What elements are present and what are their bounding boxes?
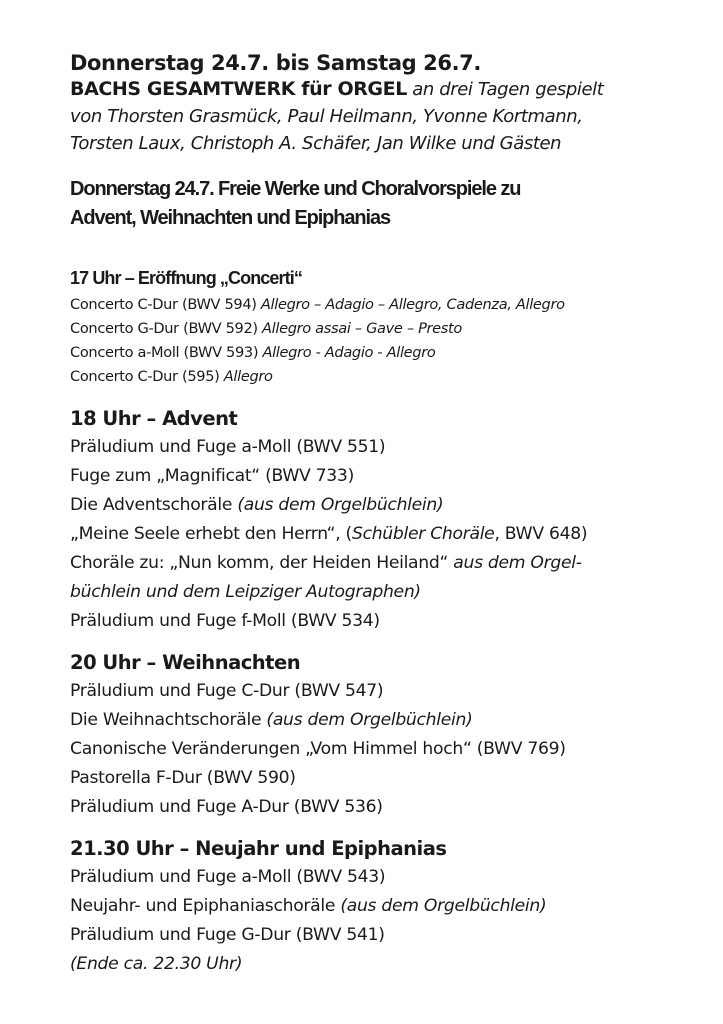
program-item: Präludium und Fuge a-Moll (BWV 551) xyxy=(70,437,386,457)
program-item xyxy=(70,491,720,520)
end-time-note: (Ende ca. 22.30 Uhr) xyxy=(70,954,243,974)
work-catalog: , BWV 648) xyxy=(494,524,588,544)
section-heading: 18 Uhr – Advent xyxy=(70,407,238,430)
program-item xyxy=(70,520,720,549)
section-heading: 21.30 Uhr – Neujahr und Epiphanias xyxy=(70,837,447,860)
day-subtitle-line-2: Advent, Weihnachten und Epiphanias xyxy=(70,207,391,229)
work-title: Concerto G-Dur (BWV 592) xyxy=(70,320,263,337)
program-item xyxy=(70,341,720,365)
work-source: (aus dem Orgelbüchlein) xyxy=(266,710,473,730)
work-title: Concerto C-Dur (595) xyxy=(70,368,224,385)
program-item xyxy=(70,365,720,389)
work-source: (aus dem Orgelbüchlein) xyxy=(340,896,547,916)
day-subtitle xyxy=(70,175,690,233)
program-item xyxy=(70,706,720,735)
work-movements: Allegro – Adagio – Allegro, Cadenza, Allegro xyxy=(260,296,565,313)
festival-title-suffix: an drei Tagen gespielt xyxy=(406,79,604,100)
work-title: Choräle zu: „Nun komm, der Heiden Heiland“ xyxy=(70,553,454,573)
program-item: Fuge zum „Magnificat“ (BWV 733) xyxy=(70,466,354,486)
work-source: Schübler Choräle xyxy=(351,524,495,544)
work-movements: Allegro - Adagio - Allegro xyxy=(262,344,436,361)
work-source: (aus dem Orgelbüchlein) xyxy=(237,495,444,515)
work-movements: Allegro assai – Gave – Presto xyxy=(262,320,462,337)
program-item: Präludium und Fuge f-Moll (BWV 534) xyxy=(70,611,380,631)
work-title: Concerto a-Moll (BWV 593) xyxy=(70,344,263,361)
program-item: Präludium und Fuge C-Dur (BWV 547) xyxy=(70,681,384,701)
section-heading: 20 Uhr – Weihnachten xyxy=(70,651,301,674)
work-title: „Meine Seele erhebt den Herrn“, ( xyxy=(70,524,352,544)
work-title: Concerto C-Dur (BWV 594) xyxy=(70,296,261,313)
section-neujahr xyxy=(70,834,720,979)
performers-line-2: Torsten Laux, Christoph A. Schäfer, Jan Wilke und Gästen xyxy=(70,133,562,154)
program-item: Pastorella F-Dur (BWV 590) xyxy=(70,768,296,788)
performers-line-1: von Thorsten Grasmück, Paul Heilmann, Yvonne Kortmann, xyxy=(70,106,583,127)
festival-title: BACHS GESAMTWERK für ORGEL xyxy=(70,78,407,100)
section-heading: 17 Uhr – Eröffnung „Concerti“ xyxy=(70,268,302,288)
program-item xyxy=(70,317,720,341)
work-movements: Allegro xyxy=(223,368,273,385)
program-item xyxy=(70,892,720,921)
intro-block xyxy=(70,50,710,157)
program-item: Präludium und Fuge G-Dur (BWV 541) xyxy=(70,925,385,945)
work-title: Die Adventschoräle xyxy=(70,495,238,515)
program-item: Präludium und Fuge A-Dur (BWV 536) xyxy=(70,797,383,817)
program-item xyxy=(70,549,630,607)
program-item: Canonische Veränderungen „Vom Himmel hoch“ (BWV 769) xyxy=(70,739,566,759)
festival-title-line xyxy=(70,76,710,103)
section-concerti xyxy=(70,265,720,389)
program-item xyxy=(70,293,720,317)
work-title: Die Weihnachtschoräle xyxy=(70,710,267,730)
work-title: Neujahr- und Epiphaniaschoräle xyxy=(70,896,341,916)
section-advent xyxy=(70,404,720,636)
section-weihnachten xyxy=(70,648,720,822)
day-subtitle-line-1: Donnerstag 24.7. Freie Werke und Choralvorspiele zu xyxy=(70,178,521,200)
program-item: Präludium und Fuge a-Moll (BWV 543) xyxy=(70,867,386,887)
work-source: aus dem Orgel-büchlein und dem Leipziger Autographen) xyxy=(70,553,582,602)
festival-dates: Donnerstag 24.7. bis Samstag 26.7. xyxy=(70,51,481,75)
